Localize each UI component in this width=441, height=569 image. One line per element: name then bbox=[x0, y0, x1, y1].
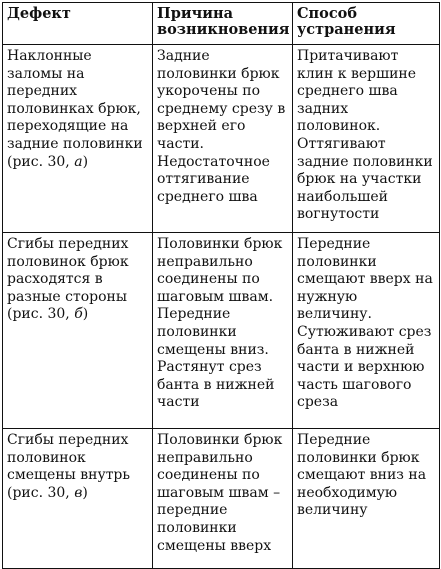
fix-text: Передние половинки брюк смещают вниз на необходимую величину bbox=[297, 432, 427, 519]
cause-text: Половинки брюк неправильно соединены по шаговым швам – передние половинки смещены вверх bbox=[157, 432, 283, 554]
header-defect: Дефект bbox=[3, 3, 153, 45]
fix-text: Притачивают клин к вершине среднего шва задних половинок. bbox=[297, 48, 417, 135]
fix-cell bbox=[293, 233, 440, 429]
cause-cell bbox=[153, 45, 293, 233]
defect-cell bbox=[3, 233, 153, 429]
fix-text: Сутюживают срез банта в нижней части и верхнюю часть шагового среза bbox=[297, 323, 432, 411]
defect-text: Сгибы передних половинок брюк расходятся в разные стороны (рис. 30, bbox=[7, 236, 129, 323]
cause-text: Половинки брюк неправильно соединены по шаговым швам. bbox=[157, 236, 283, 305]
ref-close: ) bbox=[82, 153, 89, 170]
table-row bbox=[3, 233, 440, 429]
cause-cell bbox=[153, 233, 293, 429]
table-row bbox=[3, 45, 440, 233]
cause-cell bbox=[153, 429, 293, 569]
figure-ref: б bbox=[74, 306, 83, 323]
defect-text: Сгибы передних половинок смещены внутрь (рис. 30, bbox=[7, 432, 131, 501]
cause-text: Растянут срез банта в нижней части bbox=[157, 359, 275, 411]
defects-table bbox=[2, 2, 440, 569]
cause-text: Передние половинки смещены вниз. bbox=[157, 306, 269, 358]
fix-cell bbox=[293, 429, 440, 569]
ref-close: ) bbox=[82, 484, 88, 501]
figure-ref: а bbox=[74, 153, 83, 170]
fix-text: Оттягивают задние половинки брюк на участки наибольшей вогнутости bbox=[297, 135, 433, 223]
fix-text: Передние половинки смещают вверх на нужную величину. bbox=[297, 236, 433, 323]
defect-text: Наклонные заломы на передних половинках брюк, переходящие на задние половинки (рис. 30, bbox=[7, 48, 143, 170]
table-row bbox=[3, 429, 440, 569]
ref-close: ) bbox=[82, 306, 89, 323]
header-cause: Причина возникновения bbox=[153, 3, 293, 45]
fix-cell bbox=[293, 45, 440, 233]
header-row bbox=[3, 3, 440, 45]
defect-cell bbox=[3, 45, 153, 233]
figure-ref: в bbox=[74, 484, 83, 501]
cause-text: Задние половинки брюк укорочены по среднему срезу в верхней его части. Недостаточное оттягивание среднего шва bbox=[157, 48, 286, 205]
defect-cell bbox=[3, 429, 153, 569]
header-fix: Способ устранения bbox=[293, 3, 440, 45]
